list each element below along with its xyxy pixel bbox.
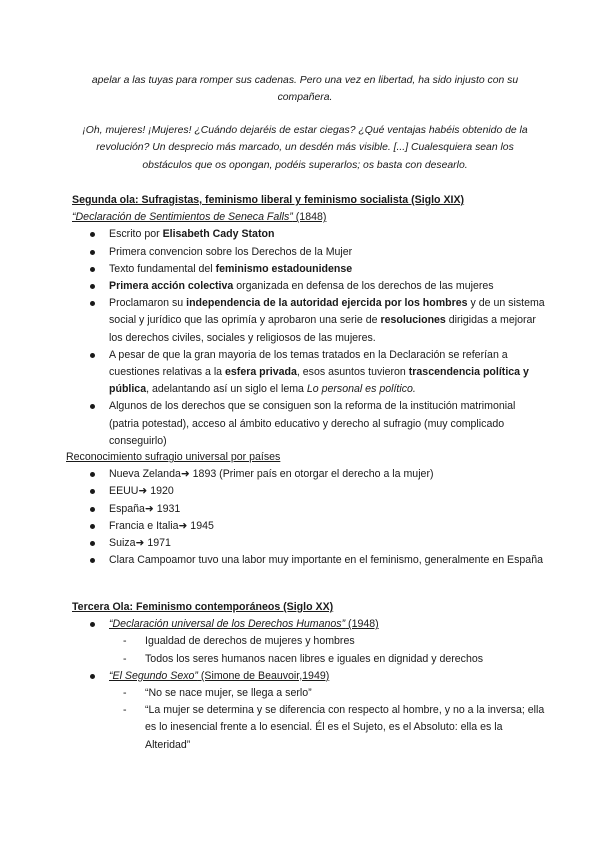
list-item: Suiza➜ 1971 [66,535,546,552]
item-text: Algunos de los derechos que se consiguen son la reforma de la institución matrimonial (patria potestad), acceso al ámbito educativo y derecho al sufragio (muy complicado conseguirlo) [109,400,516,447]
item-text: organizada en defensa de los derechos de las mujeres [233,280,494,293]
list-item: España➜ 1931 [66,501,546,518]
suffrage-list [66,466,546,569]
item-text: A pesar de que la gran mayoria de los temas tratados en la Declaración se referían a cuestiones relativas a la [109,348,508,379]
book-author: (Simone de Beauvoir,1949) [197,669,330,682]
sub-list-item: - Igualdad de derechos de mujeres y hombres [66,633,546,650]
seneca-falls-subheading [72,209,546,226]
list-item: EEUU➜ 1920 [66,483,546,500]
list-item [66,261,546,278]
quote-paragraph-1: apelar a las tuyas para romper sus cadenas. Pero una vez en libertad, ha sido injusto con su compañera. [91,75,519,104]
item-text: , esos asuntos tuvieron [296,366,409,379]
suffrage-section [66,449,546,569]
suffrage-heading: Reconocimiento sufragio universal por países [66,451,281,463]
list-item [66,347,546,399]
item-bold: feminismo estadounidense [215,262,353,275]
list-item [66,226,546,243]
seneca-falls-list [66,226,546,450]
item-text: Proclamaron su [109,297,187,310]
sub-list-item: - Todos los seres humanos nacen libres e iguales en dignidad y derechos [66,651,546,668]
list-item: Francia e Italia➜ 1945 [66,518,546,535]
item-bold: Primera acción colectiva [109,280,234,293]
item-text: Escrito por [109,228,163,241]
list-item [66,295,546,347]
item-bold: esfera privada [225,366,297,379]
item-bold: resoluciones [380,314,446,327]
item-bold: independencia de la autoridad ejercida por los hombres [186,297,468,310]
list-item [66,278,546,295]
seneca-falls-title: “Declaración de Sentimientos de Seneca Falls” [72,211,293,224]
declaration-title: “Declaración universal de los Derechos Humanos” [109,618,346,631]
item-text: Texto fundamental del [109,262,216,275]
sub-list-item: - “La mujer se determina y se diferencia con respecto al hombre, y no a la inversa; ella es lo inesencial frente a lo esencial. Él es el Sujeto, es el Absoluto: ella es la Alteridad” [66,702,546,754]
book-title: “El Segundo Sexo” [109,669,198,682]
seneca-falls-year: (1848) [292,211,327,224]
third-wave-heading: Tercera Ola: Feminismo contemporáneos (Siglo XX) [72,601,334,613]
second-wave-heading: Segunda ola: Sufragistas, feminismo liberal y feminismo socialista (Siglo XIX) [72,194,465,206]
declaration-year: (1948) [345,618,379,631]
item-text: Primera convencion sobre los Derechos de la Mujer [109,245,353,258]
list-item [66,398,546,450]
list-item: Clara Campoamor tuvo una labor muy importante en el feminismo, generalmente en España [66,552,546,569]
list-item [66,616,546,633]
third-wave-list [66,616,546,754]
item-text: , adelantando así un siglo el lema [146,383,307,396]
list-item [66,668,546,685]
item-italic: Lo personal es político. [306,383,416,396]
item-text: dirigidas a mejorar los derechos civiles, sociales y religiosos de las mujeres. [109,314,536,344]
item-text: y de un sistema social y jurídico que las oprimía y aprobaron una serie de [109,297,545,327]
third-wave-section [66,599,546,754]
sub-list-item: - “No se nace mujer, se llega a serlo” [66,685,546,702]
item-bold: trascendencia política y pública [109,366,529,396]
list-item [66,244,546,261]
second-wave-section [66,192,546,450]
quote-paragraph-2: ¡Oh, mujeres! ¡Mujeres! ¿Cuándo dejaréis de estar ciegas? ¿Qué ventajas habéis obtenido de la revolución? Un desprecio más marcado, un desdén más visible. [...] Cualesquiera sean los obstáculos que os opongan, podéis superarlos; os basta con desearlo. [82,125,528,171]
item-bold: Elisabeth Cady Staton [162,228,275,241]
list-item: Nueva Zelanda➜ 1893 (Primer país en otorgar el derecho a la mujer) [66,466,546,483]
